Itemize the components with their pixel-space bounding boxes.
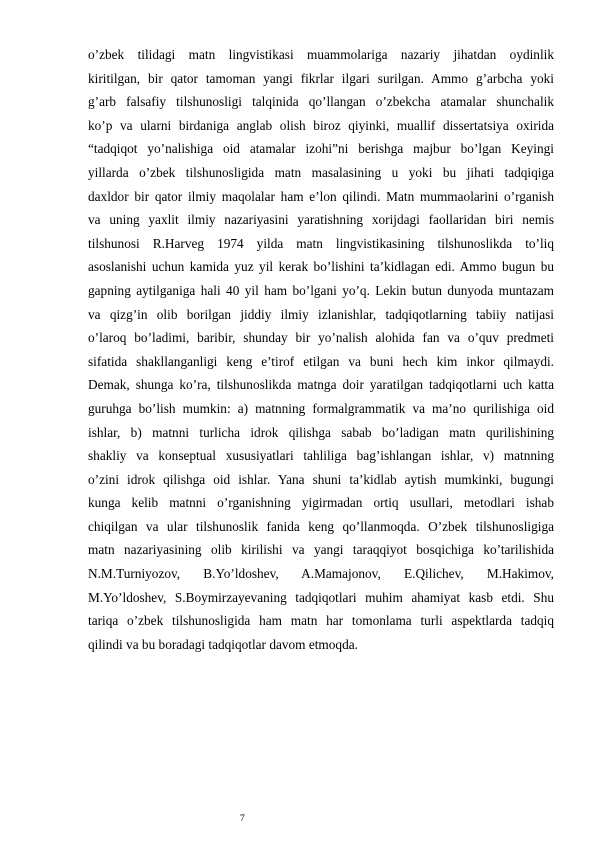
text-line: ko’p va ularni birdaniga anglab olish biroz qiyinki, muallif dissertatsiya oxirida [88,117,554,133]
page-number: 7 [240,814,245,824]
text-line: va qizg’in olib borilgan jiddiy ilmiy izlanishlar, tadqiqotlarning tabiiy natijasi [88,306,554,322]
text-line: yillarda o’zbek tilshunosligida matn masalasining u yoki bu jihati tadqiqiga [88,164,554,180]
text-line: M.Yo’ldoshev, S.Boymirzayevaning tadqiqotlari muhim ahamiyat kasb etdi. Shu [88,589,554,605]
text-line: ishlar, b) matnni turlicha idrok qilishga sabab bo’ladigan matn qurilishining [88,424,554,440]
text-line: o’zini idrok qilishga oid ishlar. Yana shuni ta’kidlab aytish mumkinki, bugungi [88,471,554,487]
text-line: gapning aytilganiga hali 40 yil ham bo’lgani yo’q. Lekin butun dunyoda muntazam [88,282,554,298]
text-line: matn nazariyasining olib kirilishi va yangi taraqqiyot bosqichiga ko’tarilishida [88,542,554,558]
text-line: va uning yaxlit ilmiy nazariyasini yaratishning xorijdagi faollaridan biri nemis [88,212,554,228]
text-line: o’zbek tilidagi matn lingvistikasi muammolariga nazariy jihatdan oydinlik [88,47,554,62]
text-line: asoslanishi uchun kamida yuz yil kerak bo’lishini ta’kidlagan edi. Ammo bugun bu [88,259,554,275]
text-line: shakliy va konseptual xususiyatlari tahliliga bag’ishlangan ishlar, v) matnning [88,448,554,464]
text-line: tariqa o’zbek tilshunosligida ham matn har tomonlama turli aspektlarda tadqiq [88,613,554,629]
text-line: kiritilgan, bir qator tamoman yangi fikrlar ilgari surilgan. Ammo g’arbcha yoki [88,70,554,86]
text-line: guruhga bo’lish mumkin: a) matnning formalgrammatik va ma’no qurilishiga oid [88,400,554,416]
text-line: “tadqiqot yo’nalishiga oid atamalar izohi”ni berishga majbur bo’lgan Keyingi [88,141,554,157]
text-line: daxldor bir qator ilmiy maqolalar ham e’lon qilindi. Matn mummaolarini o’rganish [88,188,554,204]
text-line: kunga kelib matnni o’rganishning yigirmadan ortiq usullari, metodlari ishab [88,495,554,511]
body-paragraph [88,43,554,656]
text-line: sifatida shakllanganligi keng e’tirof etilgan va buni hech kim inkor qilmaydi. [88,353,554,369]
text-line: qilindi va bu boradagi tadqiqotlar davom etmoqda. [88,636,358,652]
text-line: tilshunosi R.Harveg 1974 yilda matn lingvistikasining tilshunoslikda to’liq [88,235,554,251]
text-line: o’laroq bo’ladimi, baribir, shunday bir yo’nalish alohida fan va o’quv predmeti [88,330,554,346]
text-line: Demak, shunga ko’ra, tilshunoslikda matnga doir yaratilgan tadqiqotlarni uch katta [88,377,554,393]
text-line: N.M.Turniyozov, B.Yo’ldoshev, A.Mamajonov, E.Qilichev, M.Hakimov, [88,566,554,582]
text-line: g’arb falsafiy tilshunosligi talqinida qo’llangan o’zbekcha atamalar shunchalik [88,94,554,110]
text-line: chiqilgan va ular tilshunoslik fanida keng qo’llanmoqda. O’zbek tilshunosligiga [88,518,554,534]
